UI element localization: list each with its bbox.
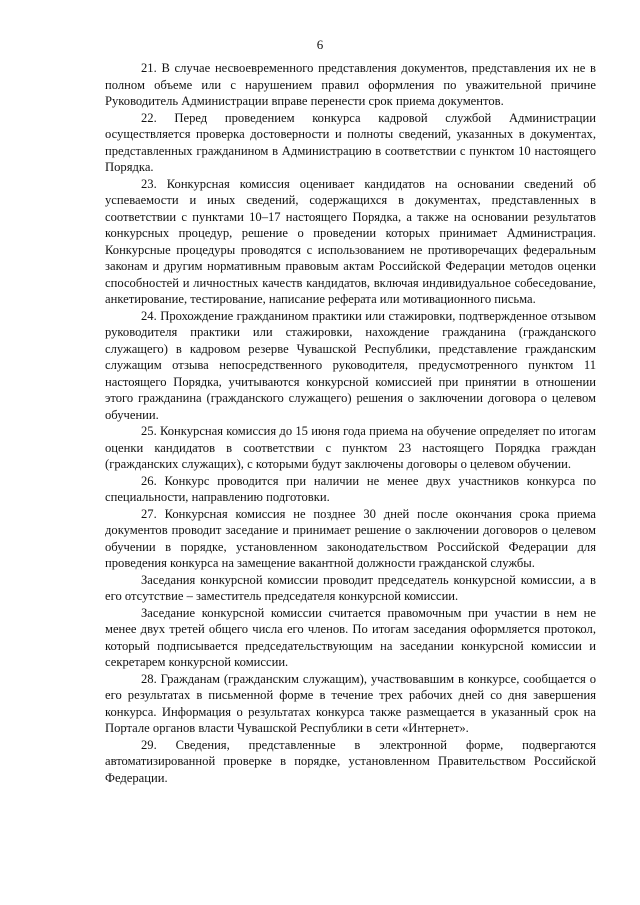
paragraph-21: 21. В случае несвоевременного представления документов, представления их не в полном объеме или с нарушением правил оформления по уважительной причине Руководитель Администрации вправе перенести срок приема документов. (105, 61, 596, 108)
paragraph-26: 26. Конкурс проводится при наличии не менее двух участников конкурса по специальности, направлению подготовки. (105, 473, 596, 504)
page-number: 6 (316, 37, 324, 52)
document-body (105, 60, 596, 786)
paragraph-28: 28. Гражданам (гражданским служащим), участвовавшим в конкурсе, сообщается о его результатах в письменной форме в течение трех рабочих дней со дня завершения конкурса. Информация о результатах конкурса также размещается в указанный срок на Портале органов власти Чувашской Республики в сети «Интернет». (105, 671, 596, 735)
paragraph-25: 25. Конкурсная комиссия до 15 июня года приема на обучение определяет по итогам оценки кандидатов в соответствии с пунктом 23 настоящего Порядка граждан (гражданских служащих), с которыми будут заключены договоры о целевом обучении. (105, 424, 596, 471)
paragraph-29: 29. Сведения, представленные в электронной форме, подвергаются автоматизированной проверке в порядке, установленном Правительством Российской Федерации. (105, 737, 596, 785)
paragraph-27: 27. Конкурсная комиссия не позднее 30 дней после окончания срока приема документов проводит заседание и принимает решение о заключении договоров о целевом обучении в порядке, установленном законодательством Российской Федерации для проведения конкурса на замещение вакантной должности гражданской службы. (105, 506, 596, 570)
paragraph-22: 22. Перед проведением конкурса кадровой службой Администрации осуществляется проверка достоверности и полноты сведений, указанных в документах, представленных гражданином в Администрацию в соответствии с пунктом 10 настоящего Порядка. (105, 110, 596, 174)
paragraph-27-quorum: Заседание конкурсной комиссии считается правомочным при участии в нем не менее двух третей общего числа его членов. По итогам заседания оформляется протокол, который подписывается председательствующим на заседании конкурсной комиссии и секретарем конкурсной комиссии. (105, 605, 596, 669)
paragraph-23: 23. Конкурсная комиссия оценивает кандидатов на основании сведений об успеваемости и иных сведений, содержащихся в документах, представленных в соответствии с пунктами 10–17 настоящего Порядка, а также на основании результатов конкурсных процедур, решение о проведении которых принимает Администрация. Конкурсные процедуры проводятся с использованием не противоречащих федеральным законам и другим нормативным правовым актам Российской Федерации методов оценки способностей и личностных качеств кандидатов, включая индивидуальное собеседование, анкетирование, тестирование, написание реферата или мотивационного письма. (105, 176, 596, 306)
paragraph-24: 24. Прохождение гражданином практики или стажировки, подтвержденное отзывом руководителя практики или стажировки, нахождение гражданина (гражданского служащего) в кадровом резерве Чувашской Республики, представление гражданским служащим отзыва непосредственного руководителя, предусмотренного пунктом 11 настоящего Порядка, учитываются конкурсной комиссией при принятии в отношении этого гражданина (гражданского служащего) решения о заключении договора о целевом обучении. (105, 308, 596, 422)
paragraph-27-chair: Заседания конкурсной комиссии проводит председатель конкурсной комиссии, а в его отсутствие – заместитель председателя конкурсной комиссии. (105, 572, 596, 603)
